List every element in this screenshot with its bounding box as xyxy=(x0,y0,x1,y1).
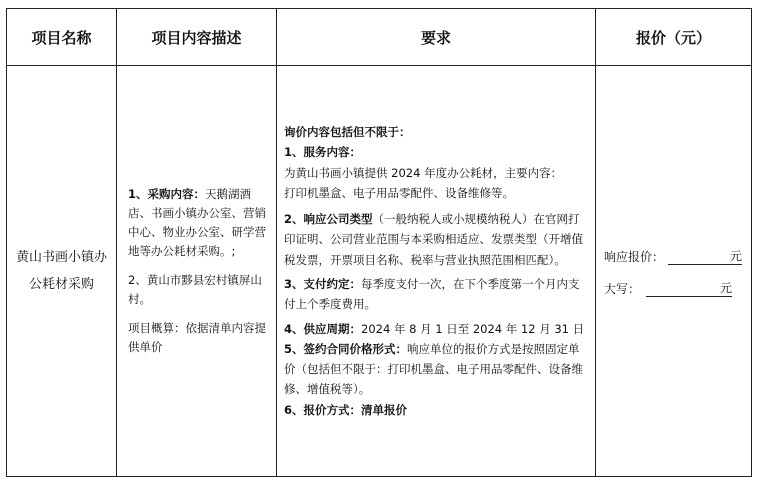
req-s3-head: 3、支付约定： xyxy=(284,277,362,291)
req-intro: 询价内容包括但不限于： xyxy=(284,124,411,139)
req-s4-head: 4、供应周期： xyxy=(284,321,362,336)
req-s4-text: 2024 年 8 月 1 日至 2024 年 12 月 31 日 xyxy=(361,321,585,336)
requirements-cell xyxy=(277,66,596,477)
desc-item-3: 项目概算：依据清单内容提供单价 xyxy=(128,321,266,354)
req-s3 xyxy=(284,274,589,315)
req-s5-text: 响应单位的报价方式是按照固定单价（包括但不限于：打印机墨盒、电子用品零配件、设备维修、增值税等）。 xyxy=(284,341,583,397)
desc-item-1-text: 天鹅湖酒店、书画小镇办公室、营销中心、物业办公室、研学营地等办公耗材采购。; xyxy=(128,187,266,258)
desc-item-1-label: 1、采购内容： xyxy=(128,187,206,201)
price-response-label: 响应报价： xyxy=(604,250,665,264)
price-response-field[interactable] xyxy=(668,248,742,265)
desc-item-2: 2、黄山市黟县宏村镇屏山村。 xyxy=(128,273,262,306)
price-response-line xyxy=(604,245,743,265)
price-response-unit: 元 xyxy=(730,249,743,263)
procurement-table xyxy=(6,8,752,477)
req-s2-text: （一般纳税人或小规模纳税人）在官网打印证明、公司营业范围与本采购相适应、发票类型（开增值税发票，开票项目名称、税率与营业执照范围相匹配）。 xyxy=(284,212,583,267)
req-s6 xyxy=(284,400,589,420)
req-s3-text: 每季度支付一次，在下个季度第一个月内支付上个季度费用。 xyxy=(284,277,580,312)
header-price: 报价（元） xyxy=(596,9,752,66)
price-capital-field[interactable] xyxy=(646,280,732,297)
req-s5 xyxy=(284,339,589,400)
header-row xyxy=(7,9,752,66)
desc-item-1 xyxy=(128,185,268,261)
price-capital-line xyxy=(604,277,743,297)
req-s1-line1: 为黄山书画小镇提供 2024 年度办公耗材，主要内容： xyxy=(284,165,563,180)
req-s1-head: 1、服务内容： xyxy=(284,145,362,160)
table-row xyxy=(7,66,752,477)
header-project-desc: 项目内容描述 xyxy=(117,9,277,66)
header-requirements: 要求 xyxy=(277,9,596,66)
req-s5-head: 5、签约合同价格形式： xyxy=(284,341,408,356)
header-project-name: 项目名称 xyxy=(7,9,117,66)
req-s6-head: 6、报价方式： xyxy=(284,402,362,417)
req-s2 xyxy=(284,209,589,270)
req-s4 xyxy=(284,319,589,339)
price-cell xyxy=(596,66,752,477)
project-name: 黄山书画小镇办公耗材采购 xyxy=(15,250,107,292)
req-s6-text: 清单报价 xyxy=(361,402,408,417)
req-s1-line2: 打印机墨盒、电子用品零配件、设备维修等。 xyxy=(284,185,514,200)
price-capital-unit: 元 xyxy=(720,281,733,295)
req-s2-head: 2、响应公司类型 xyxy=(284,212,373,227)
price-capital-label: 大写： xyxy=(604,282,641,296)
project-name-cell xyxy=(7,66,117,477)
project-desc-cell xyxy=(117,66,277,477)
